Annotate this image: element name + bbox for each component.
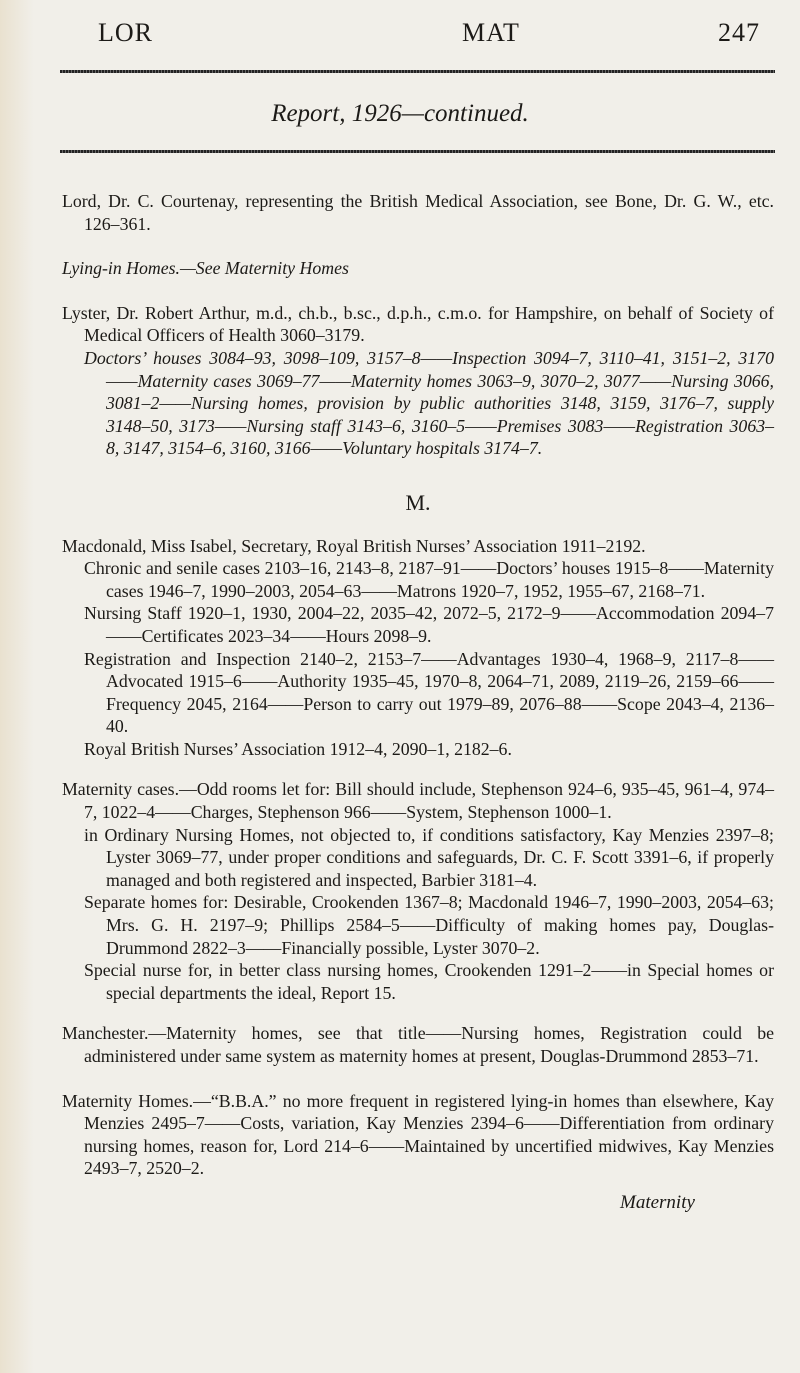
- entry-maternity-homes: Maternity Homes.—“B.B.A.” no more frequent in registered lying-in homes than elsewhere, Kay Menzies 2495–7——Costs, variation, Kay Menzies 2394–6——Differentiation from ordinary nursing homes, reason for, Lord 214–6——Maintained by uncertified midwives, Kay Menzies 2493–7, 2520–2.: [62, 1090, 774, 1179]
- spacer: [62, 1004, 774, 1022]
- entry-lyster-sub: Doctors’ houses 3084–93, 3098–109, 3157–8——Inspection 3094–7, 3110–41, 3151–2, 3170——Maternity cases 3069–77——Maternity homes 3063–9, 3070–2, 3077——Nursing 3066, 3081–2——Nursing homes, provision by public authorities 3148, 3159, 3176–7, supply 3148–50, 3173——Nursing staff 3143–6, 3160–5——Premises 3083——Registration 3063–8, 3147, 3154–6, 3160, 3166——Voluntary hospitals 3174–7.: [84, 347, 774, 459]
- page-subtitle: Report, 1926—continued.: [271, 100, 529, 127]
- entry-maternity-cases: Maternity cases.—Odd rooms let for: Bill should include, Stephenson 924–6, 935–45, 961–4, 974–7, 1022–4——Charges, Stephenson 966——System, Stephenson 1000–1.: [62, 779, 774, 823]
- entry-lyster: Lyster, Dr. Robert Arthur, m.d., ch.b., b.sc., d.p.h., c.m.o. for Hampshire, on behalf of Society of Medical Officers of Health 3060–3179.: [62, 302, 774, 346]
- catchword: Maternity: [620, 1192, 695, 1213]
- maternity-cases-sub-3: Special nurse for, in better class nursing homes, Crookenden 1291–2——in Special homes or special departments the ideal, Report 15.: [84, 960, 774, 1003]
- header-center: MAT: [462, 18, 520, 47]
- top-rule: [60, 70, 775, 73]
- macdonald-sub-4: Royal British Nurses’ Association 1912–4, 2090–1, 2182–6.: [84, 738, 512, 759]
- maternity-cases-sub-2: Separate homes for: Desirable, Crookenden 1367–8; Macdonald 1946–7, 1990–2003, 2054–63; Mrs. G. H. 2197–9; Phillips 2584–5——Difficulty of making homes pay, Douglas-Drummond 2822–3——Financially possible, Lyster 3070–2.: [84, 892, 774, 958]
- entry-lying-in: Lying-in Homes.—See Maternity Homes: [62, 258, 349, 279]
- header-left: LOR: [98, 18, 153, 47]
- subtitle-rule: [60, 150, 775, 153]
- entry-macdonald: Macdonald, Miss Isabel, Secretary, Royal British Nurses’ Association 1911–2192.: [62, 535, 646, 556]
- entry-manchester: Manchester.—Maternity homes, see that title——Nursing homes, Registration could be administered under same system as maternity homes at present, Douglas-Drummond 2853–71.: [62, 1023, 774, 1066]
- entry-lord: Lord, Dr. C. Courtenay, representing the British Medical Association, see Bone, Dr. G. W., etc. 126–361.: [62, 191, 774, 234]
- page-edge: [0, 0, 34, 1373]
- spacer: [62, 760, 774, 778]
- index-content: [62, 190, 774, 1202]
- maternity-cases-sub-1: in Ordinary Nursing Homes, not objected to, if conditions satisfactory, Kay Menzies 2397–8; Lyster 3069–77, under proper conditions and safeguards, Dr. C. F. Scott 3391–6, if properly managed and both registered and inspected, Barbier 3181–4.: [84, 824, 774, 890]
- macdonald-sub-1: Chronic and senile cases 2103–16, 2143–8, 2187–91——Doctors’ houses 1915–8——Maternity cases 1946–7, 1990–2003, 2054–63——Matrons 1920–7, 1952, 1955–67, 2168–71.: [84, 558, 774, 601]
- page-number: 247: [718, 18, 760, 47]
- section-letter: M.: [405, 489, 431, 515]
- running-header: [0, 16, 800, 56]
- macdonald-sub-3: Registration and Inspection 2140–2, 2153–7——Advantages 1930–4, 1968–9, 2117–8——Advocated 1915–6——Authority 1935–45, 1970–8, 2064–71, 2089, 2119–26, 2159–66——Frequency 2045, 2164——Person to carry out 1979–89, 2076–88——Scope 2043–4, 2136–40.: [84, 648, 774, 737]
- macdonald-sub-2: Nursing Staff 1920–1, 1930, 2004–22, 2035–42, 2072–5, 2172–9——Accommodation 2094–7——Certificates 2023–34——Hours 2098–9.: [84, 603, 774, 646]
